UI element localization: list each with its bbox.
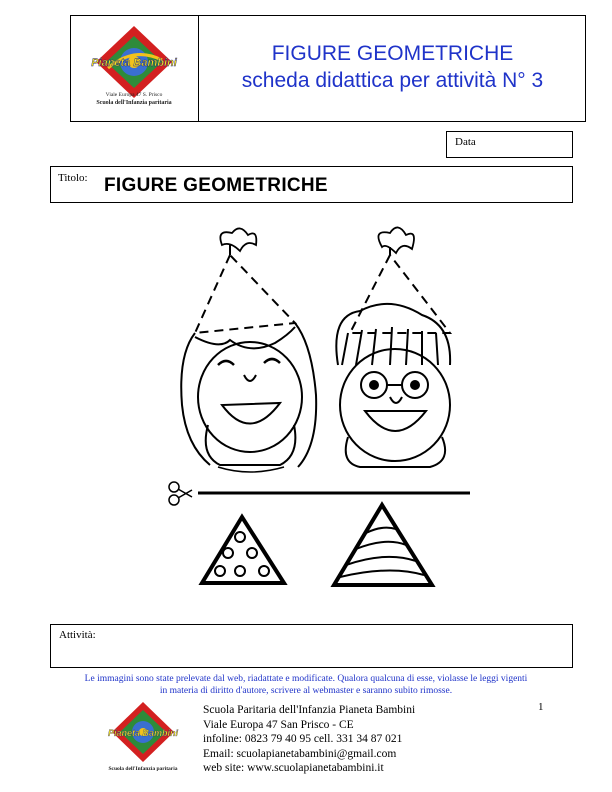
svg-text:Pianeta Bambini: Pianeta Bambini <box>107 728 179 738</box>
page-number: 1 <box>538 701 544 713</box>
footer-school-logo <box>98 700 188 772</box>
striped-triangle <box>334 505 432 585</box>
copyright-disclaimer <box>20 673 592 697</box>
left-child-drawing <box>181 228 316 472</box>
footer-school-name: Scuola Paritaria dell'Infanzia Pianeta Bambini <box>203 704 416 716</box>
svg-text:Viale Europa 47 S. Prisco: Viale Europa 47 S. Prisco <box>105 92 163 98</box>
disclaimer-line2: in materia di diritto d'autore, scrivere al webmaster e saranno subito rimosse. <box>159 686 453 696</box>
disclaimer-line1: Le immagini sono state prelevate dal web, riadattate e modificate. Qualora qualcuna di esse, violasse le leggi vigenti <box>84 674 528 684</box>
footer-email[interactable]: Email: scuolapianetabambini@gmail.com <box>203 747 397 760</box>
title-value: FIGURE GEOMETRICHE <box>104 175 328 196</box>
worksheet-illustration <box>160 215 480 595</box>
svg-text:Pianeta Bambini: Pianeta Bambini <box>91 57 177 69</box>
footer-contact-info <box>203 703 415 776</box>
right-child-drawing <box>336 227 450 467</box>
activity-label: Attività: <box>59 629 96 641</box>
title-label: Titolo: <box>58 172 88 184</box>
footer-address: Viale Europa 47 San Prisco - CE <box>203 718 354 731</box>
date-field[interactable] <box>446 131 573 158</box>
dotted-triangle <box>202 517 284 583</box>
school-logo <box>78 24 190 110</box>
footer-phones: infoline: 0823 79 40 95 cell. 331 34 87 021 <box>203 733 403 745</box>
date-label: Data <box>455 136 476 148</box>
scissors-icon <box>169 482 192 505</box>
header-title-line2: scheda didattica per attività N° 3 <box>241 69 544 92</box>
svg-text:Scuola dell'Infanzia paritaria: Scuola dell'Infanzia paritaria <box>96 100 172 106</box>
header-title-line1: FIGURE GEOMETRICHE <box>271 42 514 65</box>
header-title <box>199 40 586 94</box>
footer-website[interactable]: web site: www.scuolapianetabambini.it <box>203 762 384 774</box>
activity-field[interactable] <box>50 624 573 668</box>
svg-text:Scuola dell'Infanzia paritaria: Scuola dell'Infanzia paritaria <box>108 766 178 772</box>
